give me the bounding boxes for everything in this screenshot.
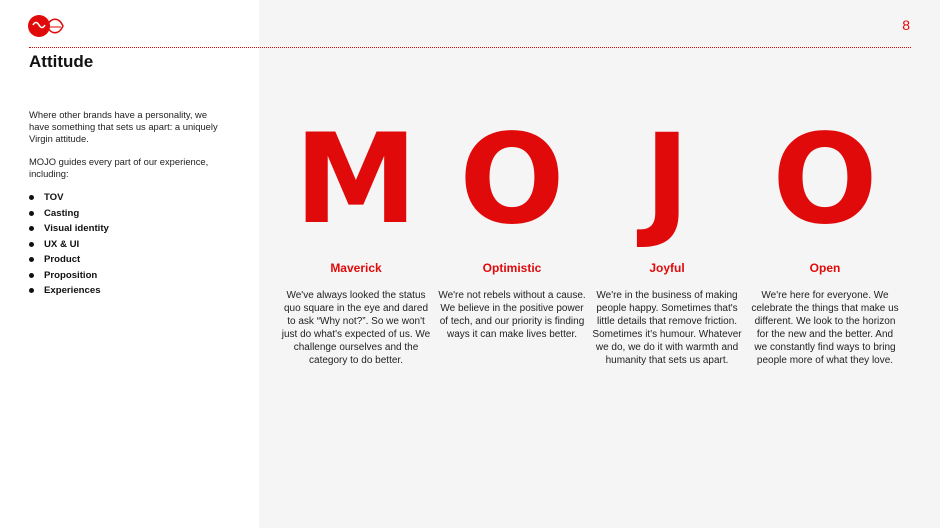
mojo-letter-m: M bbox=[294, 108, 418, 252]
column-title-joyful: Joyful bbox=[649, 261, 685, 275]
bullet-dot-icon bbox=[29, 273, 34, 278]
intro-paragraph: Where other brands have a personality, we have something that sets us apart: a uniquely Virgin attitude. bbox=[29, 109, 218, 144]
list-item-label: TOV bbox=[44, 192, 64, 203]
list-item bbox=[29, 283, 109, 299]
list-item bbox=[29, 252, 109, 268]
mojo-letter-j: J bbox=[643, 108, 691, 252]
bullet-dot-icon bbox=[29, 226, 34, 231]
column-title-open: Open bbox=[809, 261, 841, 275]
column-text-open: We're here for everyone. We celebrate the things that make us different. We look to the horizon for the new and the better. And we constantly find ways to bring people more of what they love. bbox=[751, 290, 899, 366]
intro-text bbox=[29, 109, 229, 192]
column-title-maverick: Maverick bbox=[330, 261, 382, 275]
list-item-label: Experiences bbox=[44, 285, 101, 296]
list-item-label: Product bbox=[44, 254, 81, 265]
list-item bbox=[29, 268, 109, 284]
list-item-label: UX & UI bbox=[44, 238, 80, 250]
mojo-letter-o-second: O bbox=[772, 108, 878, 252]
intro-paragraph: MOJO guides every part of our experience, including: bbox=[29, 156, 209, 180]
list-item bbox=[29, 206, 109, 222]
column-text-maverick: We've always looked the status quo square in the eye and dared to ask “Why not?”. So we won't just do what's expected of us. We challenge ourselves and the category to do better. bbox=[281, 290, 431, 366]
bullet-dot-icon bbox=[29, 288, 34, 293]
virgin-media-logo-icon bbox=[27, 12, 71, 40]
mojo-letter-o: O bbox=[459, 108, 565, 252]
list-item bbox=[29, 237, 109, 253]
page-number: 8 bbox=[902, 17, 910, 33]
dotted-divider bbox=[29, 47, 911, 48]
list-item-label: Visual identity bbox=[44, 223, 109, 234]
bullet-dot-icon bbox=[29, 257, 34, 262]
column-text-optimistic: We're not rebels without a cause. We believe in the positive power of tech, and our priority is finding ways it can make lives better. bbox=[438, 290, 586, 340]
bullet-dot-icon bbox=[29, 211, 34, 216]
list-item-label: Casting bbox=[44, 207, 80, 219]
list-item-label: Proposition bbox=[44, 269, 98, 281]
page-title: Attitude bbox=[29, 52, 94, 71]
list-item bbox=[29, 190, 109, 206]
column-title-optimistic: Optimistic bbox=[482, 261, 542, 275]
column-text-joyful: We're in the business of making people happy. Sometimes that's little details that remove friction. Sometimes it's humour. Whatever we do, we do it with warmth and humanity that sets us apart. bbox=[592, 290, 742, 366]
bullet-dot-icon bbox=[29, 195, 34, 200]
bullet-list bbox=[29, 190, 109, 299]
list-item bbox=[29, 221, 109, 237]
bullet-dot-icon bbox=[29, 242, 34, 247]
